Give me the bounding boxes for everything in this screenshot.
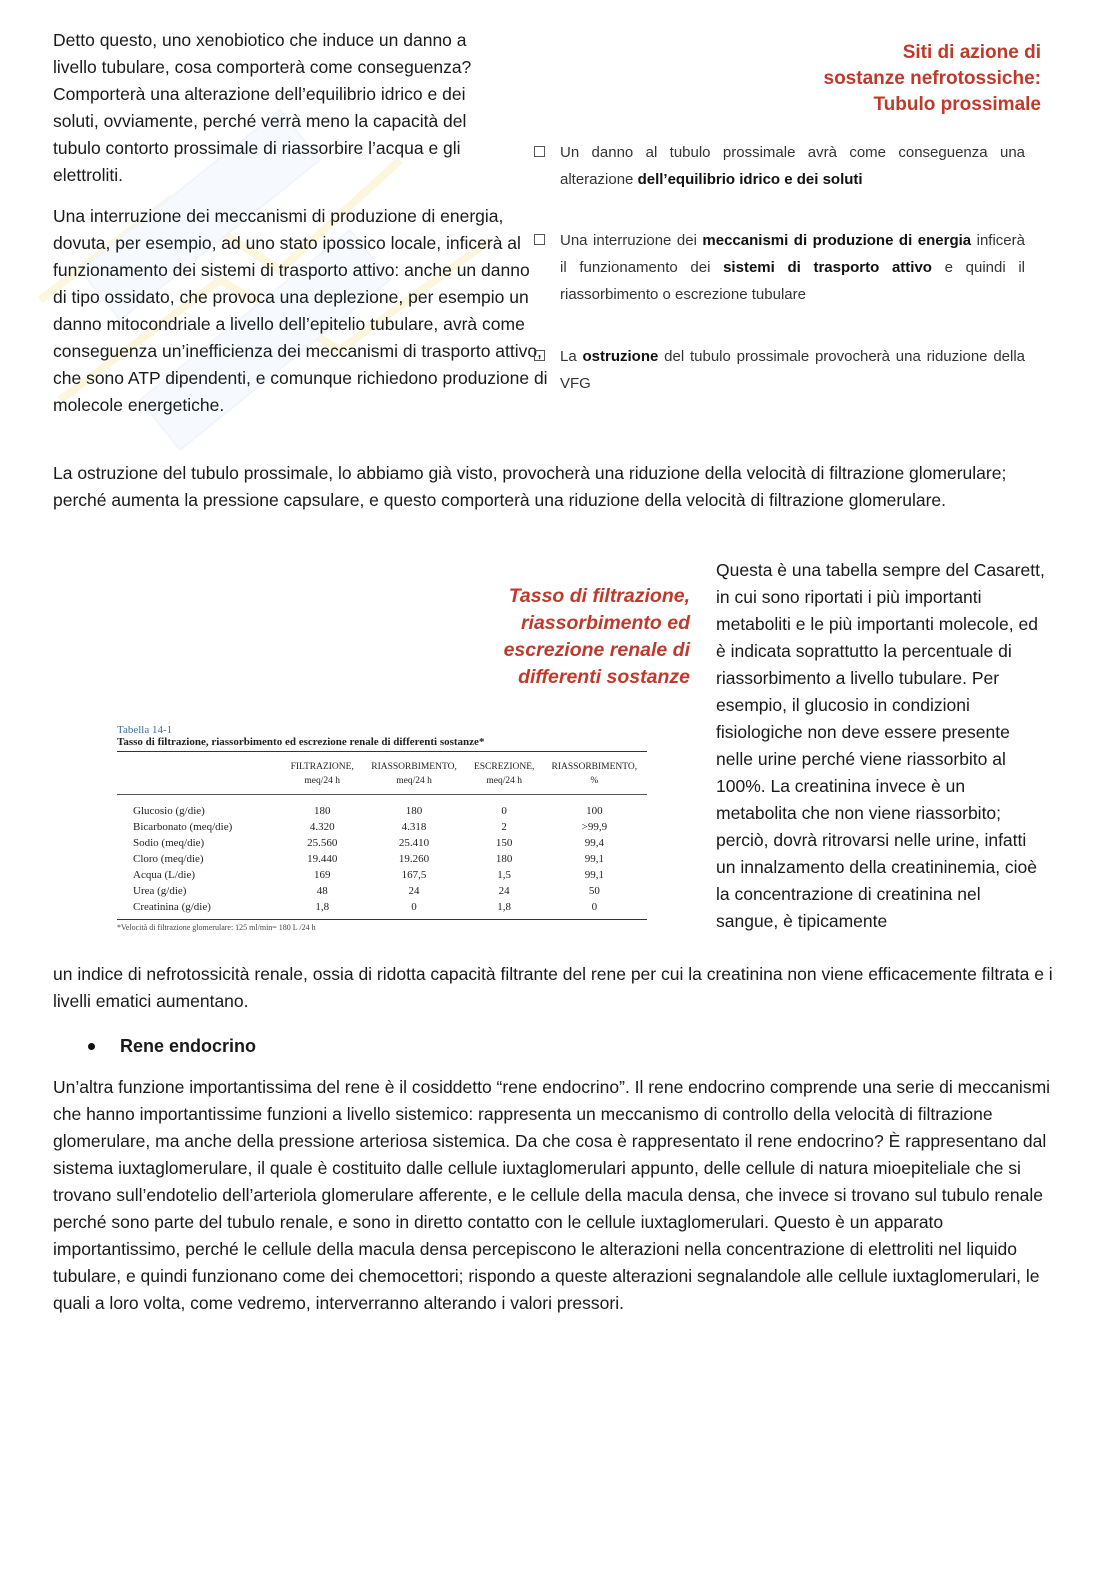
- slide-bullet: Una interruzione dei meccanismi di produzione di energia inficerà il funzionamento dei sistemi di trasporto attivo e quindi il riassorbimento o escrezione tubulare: [530, 227, 1025, 308]
- slide-title-tasso: Tasso di filtrazione, riassorbimento ed escrezione renale di differenti sostanze: [503, 585, 690, 688]
- paragraph-tabella-continued: un indice di nefrotossicità renale, ossia di ridotta capacità filtrante del rene per cui la creatinina non viene efficacemente filtrata e i livelli ematici aumentano.: [53, 964, 1053, 1011]
- section-heading: Rene endocrino: [120, 1036, 257, 1056]
- table-row: Sodio (meq/die) 25.560 25.410 150 99,4: [133, 837, 604, 849]
- checkbox-icon: [534, 146, 545, 157]
- paragraph-xenobiotico: Detto questo, uno xenobiotico che induce un danno a livello tubulare, cosa comporterà come conseguenza? Comporterà una alterazione dell’equilibrio idrico e dei soluti, ovviamente, perché verrà meno la capacità del tubulo contorto prossimale di riassorbire l’acqua e gli elettroliti.: [53, 30, 472, 185]
- paragraph-rene-endocrino: Un’altra funzione importantissima del rene è il cosiddetto “rene endocrino”. Il rene endocrino comprende una serie di meccanismi che hanno importantissime funzioni a livello sistemico: rappresenta un meccanismo di controllo della velocità di filtrazione glomerulare, ma anche della pressione arteriosa sistemica. Da che cosa è rappresentato il rene endocrino? È rappresentano dal sistema iuxtaglomerulare, il quale è costituito dalle cellule iuxtaglomerulari appunto, delle cellule di natura mioepiteliale che si trovano sull’endotelio dell’arteriola glomerulare afferente, e le cellule della macula densa, che invece si trovano sul tubulo renale perché sono parte del tubulo renale, e sono in diretto contatto con le cellule iuxtaglomerulari. Questo è un apparato importantissimo, perché le cellule della macula densa percepiscono le alterazioni nella concentrazione di elettroliti nel liquido tubulare, e quindi funzionano come dei chemocettori; rispondo a queste alterazioni segnalandole alle cellule iuxtaglomerulari, le quali a loro volta, come vedremo, interverranno alterando i valori pressori.: [53, 1077, 1051, 1313]
- table-row: Cloro (meq/die) 19.440 19.260 180 99,1: [133, 853, 604, 865]
- table-caption: Tasso di filtrazione, riassorbimento ed escrezione renale di differenti sostanze*: [117, 736, 647, 752]
- table-row: Bicarbonato (meq/die) 4.320 4.318 2 >99,9: [133, 821, 608, 833]
- slide-title: Siti di azione di sostanze nefrotossiche: Tubulo prossimale: [823, 42, 1041, 115]
- paragraph-tabella: Questa è una tabella sempre del Casarett, in cui sono riportati i più importanti metaboliti e le più importanti molecole, ed è indicata soprattutto la percentuale di riassorbimento a livello tubulare. Per esempio, il glucosio in condizioni fisiologiche non deve essere presente nelle urine perché viene riassorbito al 100%. La creatinina invece è un metabolita che non viene riassorbito; perciò, dovrà ritrovarsi nelle urine, infatti un innalzamento della creatininemia, cioè la concentrazione di creatinina nel sangue, è tipicamente: [716, 560, 1045, 931]
- col-header: FILTRAZIONE, meq/24 h: [283, 752, 361, 795]
- paragraph-ostruzione: La ostruzione del tubulo prossimale, lo abbiamo già visto, provocherà una riduzione della velocità di filtrazione glomerulare; perché aumenta la pressione capsulare, e questo comporterà una riduzione della velocità di filtrazione glomerulare.: [53, 463, 1007, 510]
- table-footnote: *Velocità di filtrazione glomerulare: 125 ml/min= 180 L /24 h: [117, 923, 316, 932]
- slide-bullet: Un danno al tubulo prossimale avrà come conseguenza una alterazione dell’equilibrio idrico e dei soluti: [530, 139, 1025, 193]
- paragraph-energia: Una interruzione dei meccanismi di produzione di energia, dovuta, per esempio, ad uno stato ipossico locale, inficerà al funzionamento dei sistemi di trasporto attivo: anche un danno di tipo ossidato, che provoca una deplezione, per esempio un danno mitocondriale a livello dell’epitelio tubulare, avrà come conseguenza un’inefficienza dei meccanismi di trasporto attivo, che sono ATP dipendenti, e comunque richiedono produzione di molecole energetiche.: [53, 206, 548, 415]
- table-row: Urea (g/die) 48 24 24 50: [133, 885, 600, 897]
- table-row: Creatinina (g/die) 1,8 0 1,8 0: [117, 899, 647, 920]
- col-header: RIASSORBIMENTO, meq/24 h: [361, 752, 466, 795]
- col-header: [117, 752, 283, 795]
- col-header: ESCREZIONE, meq/24 h: [467, 752, 542, 795]
- checkbox-icon: [534, 350, 545, 361]
- bullet-dot-icon: [88, 1043, 95, 1050]
- data-table: [117, 752, 647, 920]
- table-header-row: [117, 752, 647, 795]
- table-number: Tabella 14-1: [117, 724, 173, 736]
- table-row: Acqua (L/die) 169 167,5 1,5 99,1: [133, 869, 604, 881]
- table-row: Glucosio (g/die) 180 180 0 100: [133, 805, 603, 817]
- col-header: RIASSORBIMENTO, %: [542, 752, 647, 795]
- table-filtrazione: [117, 724, 647, 932]
- slide-bullet: La ostruzione del tubulo prossimale provocherà una riduzione della VFG: [530, 343, 1025, 397]
- slide-image-tubulo-prossimale: [530, 38, 1045, 418]
- checkbox-icon: [534, 234, 545, 245]
